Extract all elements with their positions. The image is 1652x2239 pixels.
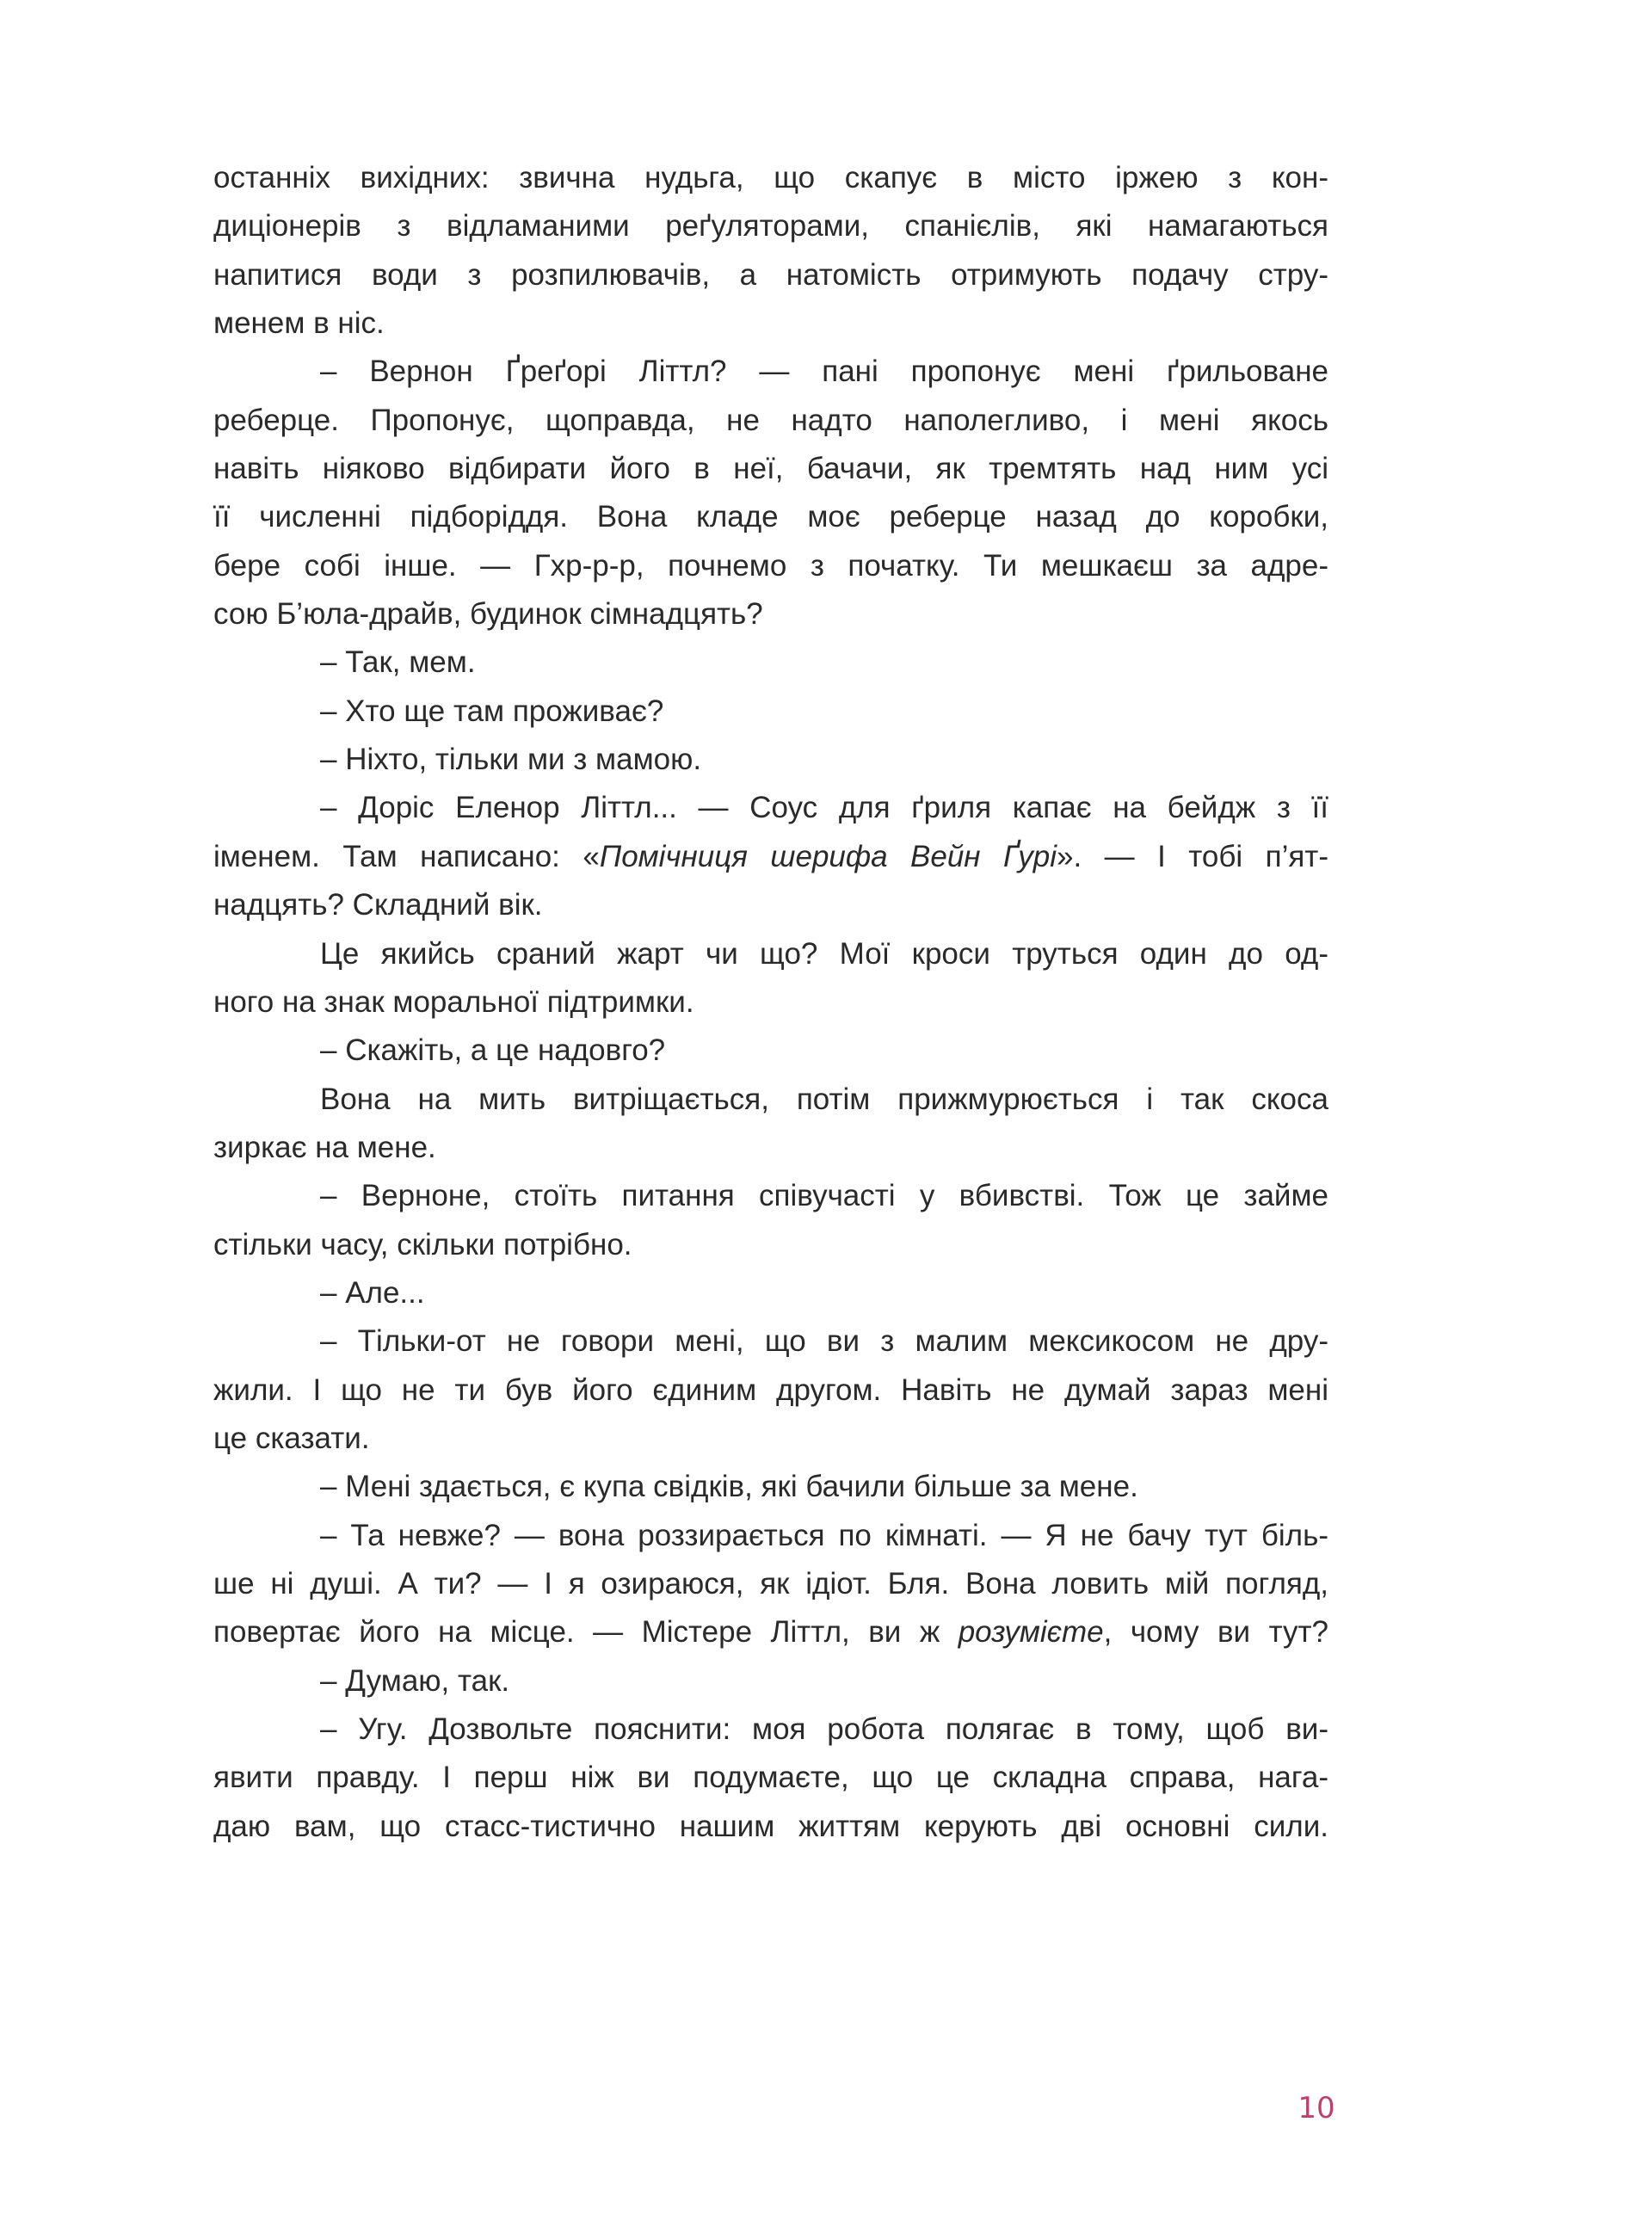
text-segment: іменем. Там написано: « <box>213 839 600 873</box>
text-line <box>213 542 1328 590</box>
text-line <box>213 154 1328 202</box>
text-segment: – Угу. Дозвольте пояснити: моя робота полягає в тому, щоб ви- <box>320 1712 1328 1746</box>
text-line <box>213 1269 1328 1317</box>
text-segment: останніх вихідних: звична нудьга, що скапує в місто іржею з кон- <box>213 161 1328 194</box>
text-segment: – Хто ще там проживає? <box>320 694 664 728</box>
text-line <box>213 1754 1328 1802</box>
text-line <box>213 1415 1328 1463</box>
text-segment: , чому ви тут? <box>1103 1615 1328 1650</box>
text-segment: ». — І тобі п’ят- <box>1056 839 1328 873</box>
text-segment: – Мені здається, є купа свідків, які бачили більше за мене. <box>320 1470 1138 1504</box>
text-line <box>213 348 1328 396</box>
text-segment: – Верноне, стоїть питання співучасті у вбивстві. Тож це займе <box>320 1179 1328 1213</box>
text-line <box>213 784 1328 832</box>
text-segment: – Тільки-от не говори мені, що ви з малим мексикосом не дру- <box>320 1324 1328 1359</box>
text-segment: диціонерів з відламаними реґуляторами, спанієлів, які намагаються <box>213 209 1328 244</box>
text-line <box>213 1027 1328 1075</box>
text-segment: – Та невже? — вона роззирається по кімнаті. — Я не бачу тут біль- <box>320 1518 1328 1552</box>
text-line <box>213 493 1328 541</box>
text-line <box>213 736 1328 784</box>
text-line <box>213 251 1328 299</box>
body-text <box>213 154 1328 1851</box>
text-segment: навіть ніяково відбирати його в неї, бачачи, як тремтять над ним усі <box>213 452 1328 486</box>
text-segment: бере собі інше. — Гхр-р-р, почнемо з початку. Ти мешкаєш за адре- <box>213 548 1328 583</box>
text-segment: – Так, мем. <box>320 645 476 680</box>
text-segment: – Ніхто, тільки ми з мамою. <box>320 743 702 777</box>
text-segment: жили. І що не ти був його єдиним другом. Навіть не думай зараз мені <box>213 1372 1328 1407</box>
text-line <box>213 1512 1328 1560</box>
text-line <box>213 833 1328 881</box>
text-segment: – Але... <box>320 1275 425 1310</box>
text-line <box>213 1657 1328 1705</box>
text-segment: даю вам, що стасс-тистично нашим життям керують дві основні сили. <box>213 1809 1328 1843</box>
text-segment: реберце. Пропонує, щоправда, не надто наполегливо, і мені якось <box>213 403 1328 437</box>
text-line <box>213 1803 1328 1851</box>
italic-text: розумієте <box>958 1615 1104 1650</box>
text-line <box>213 1172 1328 1220</box>
text-segment: – Вернон Ґреґорі Літтл? — пані пропонує мені ґрильоване <box>320 355 1328 389</box>
italic-text: Помічниця шерифа Вейн Ґурі <box>599 839 1057 873</box>
text-line <box>213 1317 1328 1366</box>
text-line <box>213 688 1328 736</box>
text-line <box>213 930 1328 978</box>
text-segment: її численні підборіддя. Вона кладе моє реберце назад до коробки, <box>213 500 1328 534</box>
text-segment: стільки часу, скільки потрібно. <box>213 1227 632 1261</box>
text-line <box>213 978 1328 1027</box>
text-segment: – Доріс Еленор Літтл... — Соус для ґриля капає на бейдж з її <box>320 791 1328 825</box>
text-line <box>213 202 1328 250</box>
text-segment: повертає його на місце. — Містере Літтл, ви ж <box>213 1615 959 1650</box>
text-line <box>213 1608 1328 1656</box>
text-segment: надцять? Складний вік. <box>213 888 543 922</box>
text-line <box>213 590 1328 638</box>
text-segment: явити правду. І перш ніж ви подумаєте, що це складна справа, нага- <box>213 1761 1328 1795</box>
text-line <box>213 1221 1328 1269</box>
text-line <box>213 299 1328 348</box>
text-line <box>213 445 1328 493</box>
text-segment: зиркає на мене. <box>213 1130 436 1164</box>
text-segment: сою Б’юла-драйв, будинок сімнадцять? <box>213 597 763 632</box>
text-segment: – Скажіть, а це надовго? <box>320 1033 666 1068</box>
text-segment: Вона на мить витріщається, потім прижмурюється і так скоса <box>320 1082 1328 1116</box>
text-line <box>213 1076 1328 1124</box>
text-segment: менем в ніс. <box>213 306 385 341</box>
text-line <box>213 638 1328 687</box>
text-line <box>213 1705 1328 1754</box>
page-number: 10 <box>1298 2091 1335 2125</box>
text-segment: напитися води з розпилювачів, а натомість отримують подачу стру- <box>213 257 1328 292</box>
text-line <box>213 1366 1328 1415</box>
text-line <box>213 1560 1328 1608</box>
text-line <box>213 881 1328 929</box>
text-line <box>213 1463 1328 1511</box>
text-line <box>213 397 1328 445</box>
text-segment: це сказати. <box>213 1421 370 1455</box>
text-segment: Це якийсь сраний жарт чи що? Мої кроси труться один до од- <box>320 936 1328 971</box>
text-segment: ного на знак моральної підтримки. <box>213 984 694 1019</box>
text-line <box>213 1124 1328 1172</box>
text-segment: – Думаю, так. <box>320 1663 510 1698</box>
text-segment: ше ні душі. А ти? — І я озираюся, як ідіот. Бля. Вона ловить мій погляд, <box>213 1566 1328 1601</box>
